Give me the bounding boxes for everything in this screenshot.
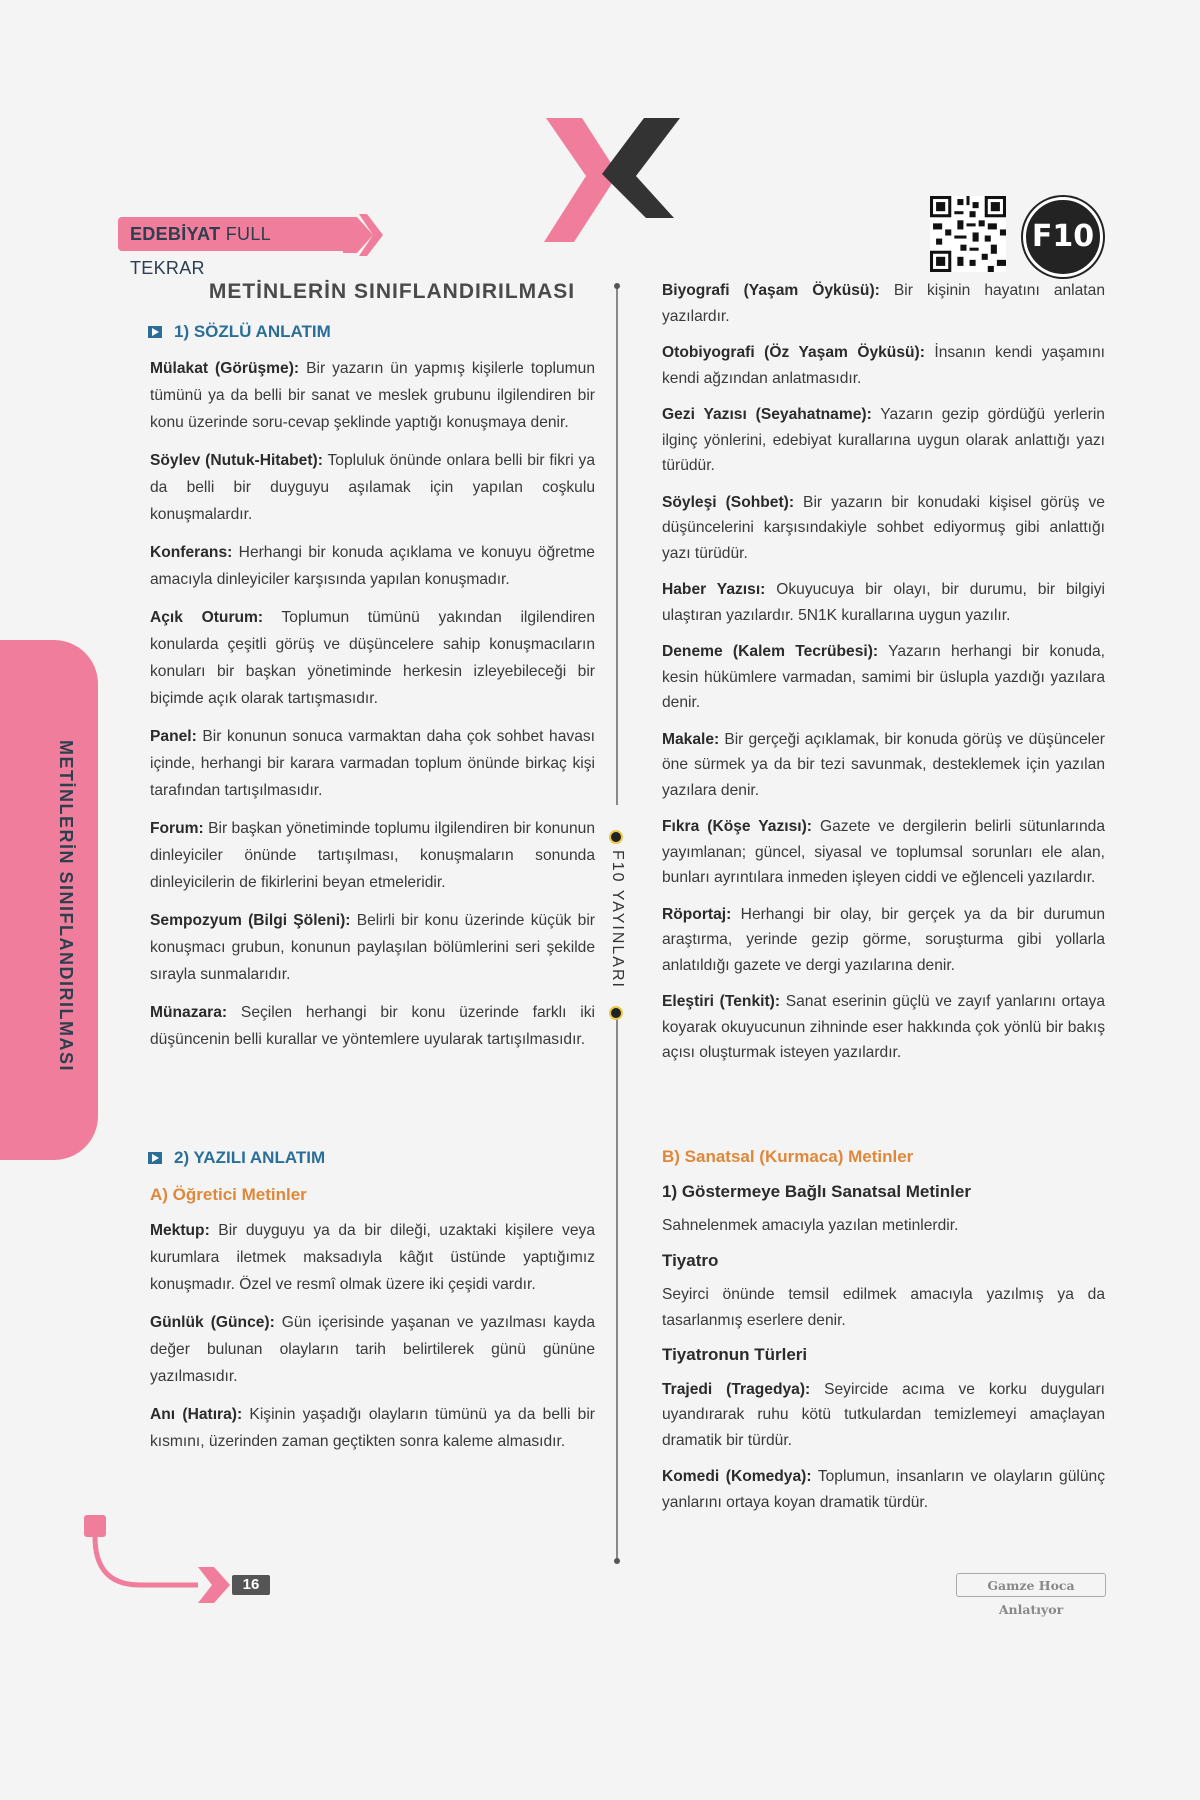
oral-expression-heading: 1) SÖZLÜ ANLATIM: [148, 318, 595, 345]
side-tab: [0, 640, 98, 1160]
definition-text: Bir başkan yönetiminde toplumu ilgilendiren bir konunun dinleyiciler önünde tartışılması, konuşmaların sonunda dinleyicilerin de fikirlerini beyan etmeleridir.: [150, 820, 595, 891]
definition-entry: [150, 355, 595, 436]
definition-term: Mülakat (Görüşme):: [150, 360, 300, 377]
definition-text: İnsanın kendi yaşamını kendi ağzından anlatmasıdır.: [662, 344, 1105, 387]
publisher-label: F10 YAYINLARI: [600, 830, 632, 1020]
tag-bold-text: EDEBİYAT: [130, 224, 221, 244]
definition-entry: [150, 999, 595, 1053]
definition-entry: [150, 604, 595, 712]
theatre-type-entries: [662, 1377, 1105, 1516]
definition-entry: [150, 1309, 595, 1390]
definition-text: Toplumun tümünü yakından ilgilendiren konularda çeşitli görüş ve düşüncelere sahip konuşmacıların konuları bir başkan yönetiminde herkesin izleyebileceği bir biçimde açık olarak tartışmasıdır.: [150, 609, 595, 707]
definition-term: Panel:: [150, 728, 197, 745]
theatre-text: Seyirci önünde temsil edilmek amacıyla yazılmış ya da tasarlanmış eserlere denir.: [662, 1286, 1105, 1329]
definition-entry: [150, 723, 595, 804]
definition-term: Röportaj:: [662, 905, 732, 923]
definition-text: Toplumun, insanların ve olayların gülünç yanlarını ortaya koyan dramatik türdür.: [662, 1468, 1105, 1511]
definition-text: Yazarın herhangi bir konuda, kesin hükümlere varmadan, samimi bir üslupla yazdığı yazılara denir.: [662, 643, 1105, 711]
definition-term: Günlük (Günce):: [150, 1314, 275, 1331]
definition-text: Gün içerisinde yaşanan ve yazılması kayda değer bulunan olayların tarih belirtilerek günü gününe yazılmasıdır.: [150, 1314, 595, 1385]
definition-entry: [662, 402, 1105, 479]
definition-entry: [150, 1217, 595, 1298]
definition-term: Trajedi (Tragedya):: [662, 1380, 811, 1398]
definition-term: Söylev (Nutuk-Hitabet):: [150, 452, 323, 469]
definition-text: Bir yazarın bir konudaki kişisel görüş ve düşüncelerini karşısındakiyle sohbet ediyormuş gibi anlattığı yazı türüdür.: [662, 493, 1105, 562]
divider-dot: [614, 283, 620, 289]
definition-text: Kişinin yaşadığı olayların tümünü ya da belli bir kısmını, üzerinden zaman geçtikten sonra kaleme almasıdır.: [150, 1406, 595, 1450]
definition-term: Sempozyum (Bilgi Şöleni):: [150, 912, 351, 929]
definition-text: Yazarın gezip gördüğü yerlerin ilginç yönlerini, edebiyat kurallarına uygun olarak anlattığı yazı türüdür.: [662, 406, 1105, 474]
definition-term: Anı (Hatıra):: [150, 1406, 243, 1423]
definition-text: Sanat eserinin güçlü ve zayıf yanlarını ortaya koyarak okuyucunun zihninde eser hakkında çok yönlü bir bakış açısı oluşturmak isteyen yazılardır.: [662, 993, 1105, 1061]
column-divider-top: [616, 285, 618, 805]
instructive-texts-heading: A) Öğretici Metinler: [150, 1185, 307, 1204]
definition-text: Bir konunun sonuca varmaktan daha çok sohbet havası içinde, herhangi bir karara varmadan toplum önünde birkaç kişi tarafından tartışılmasıdır.: [150, 728, 595, 799]
definition-entry: [150, 907, 595, 988]
definition-term: Açık Oturum:: [150, 609, 264, 626]
instructive-entries: [150, 1217, 595, 1455]
definition-entry: [150, 539, 595, 593]
column-divider-bottom: [616, 1015, 618, 1560]
definition-entry: [150, 447, 595, 528]
right-column-literary: [662, 1144, 1105, 1526]
definition-term: Fıkra (Köşe Yazısı):: [662, 818, 812, 835]
tag-arrow-icon: [343, 214, 383, 256]
definition-term: Haber Yazısı:: [662, 581, 766, 598]
definition-entry: [662, 639, 1105, 716]
watermark-stamp: Gamze Hoca Anlatıyor: [956, 1573, 1106, 1597]
right-column: [662, 278, 1105, 1077]
left-column: [150, 318, 595, 1064]
tag-light-text: FULL TEKRAR: [130, 224, 271, 278]
definition-term: Otobiyografi (Öz Yaşam Öyküsü):: [662, 344, 925, 361]
f10-brand-logo: F10: [1023, 197, 1103, 277]
definition-entry: [662, 727, 1105, 804]
definition-text: Gazete ve dergilerin belirli sütunlarında yayımlanan; güncel, siyasal ve toplumsal sorunları ele alan, bunları ayrıntılara inmeden işleyen ciddi ve eğlenceli yazılardır.: [662, 818, 1105, 886]
theatre-heading: Tiyatro: [662, 1250, 719, 1270]
play-bullet-icon: [148, 326, 162, 338]
definition-entry: [662, 989, 1105, 1066]
definition-text: Bir kişinin hayatını anlatan yazılardır.: [662, 282, 1105, 325]
definition-text: Okuyucuya bir olayı, bir durumu, bir bilgiyi ulaştıran yazılardır. 5N1K kurallarına uygun yazılır.: [662, 581, 1105, 624]
definition-entry: [662, 278, 1105, 329]
page-corner-arrow: [80, 1515, 240, 1615]
qr-code[interactable]: [930, 196, 1006, 272]
definition-entry: [150, 1401, 595, 1455]
pink-chevron: [544, 118, 618, 242]
definition-entry: [662, 902, 1105, 979]
definition-text: Belirli bir konu üzerinde küçük bir konuşmacı grubun, konunun paylaşılan bölümlerini seri şekilde sırayla sunmalarıdır.: [150, 912, 595, 983]
page-title: METİNLERİN SINIFLANDIRILMASI: [208, 280, 576, 303]
definition-term: Deneme (Kalem Tecrübesi):: [662, 643, 879, 660]
definition-term: Söyleşi (Sohbet):: [662, 493, 795, 511]
definition-text: Seçilen herhangi bir konu üzerinde farklı iki düşüncenin belli kurallar ve yöntemlere uyularak tartışılmasıdır.: [150, 1004, 595, 1048]
header-tag: [118, 214, 378, 278]
performance-intro: Sahnelenmek amacıyla yazılan metinlerdir.: [662, 1217, 959, 1234]
definition-term: Eleştiri (Tenkit):: [662, 993, 781, 1010]
definition-term: Münazara:: [150, 1004, 228, 1021]
definition-text: Seyircide acıma ve korku duyguları uyandırarak ruhu kötü tutkulardan temizlemeyi amaçlayan dramatik bir türdür.: [662, 1380, 1106, 1449]
definition-entry: [662, 490, 1105, 567]
definition-entry: [662, 814, 1105, 891]
definition-term: Mektup:: [150, 1222, 210, 1239]
definition-term: Gezi Yazısı (Seyahatname):: [662, 406, 872, 423]
theatre-types-heading: Tiyatronun Türleri: [662, 1345, 808, 1364]
brand-chevron-logo: [540, 118, 680, 248]
definition-text: Herhangi bir olay, bir gerçek ya da bir durumun araştırma, yerinde gezip görme, soruşturma gibi yollarla anlatıldığı gazete ve dergi yazılarına denir.: [662, 905, 1105, 974]
definition-term: Forum:: [150, 820, 204, 837]
publisher-mini-logo-icon: [609, 830, 623, 844]
definition-text: Bir gerçeği açıklamak, bir konuda görüş ve düşünceler öne sürmek ya da bir tezi savunmak, desteklemek için yazılan yazılara denir.: [662, 730, 1105, 799]
definition-text: Bir yazarın ün yapmış kişilerle toplumun tümünü ya da belli bir sanat ve meslek grubunu ilgilendiren bir konu üzerinde soru-cevap şeklinde yaptığı konuşmaya denir.: [150, 360, 595, 431]
definition-text: Herhangi bir konuda açıklama ve konuyu öğretme amacıyla dinleyiciler karşısında yapılan konuşmadır.: [150, 544, 595, 588]
written-entries: [662, 278, 1105, 1066]
definition-term: Komedi (Komedya):: [662, 1468, 812, 1485]
left-column-written: [150, 1144, 595, 1466]
definition-entry: [662, 340, 1105, 391]
definition-entry: [662, 1464, 1105, 1515]
definition-text: Topluluk önünde onlara belli bir fikri ya da belli bir duyguyu aşılamak için yapılan coşkulu konuşmalardır.: [150, 452, 595, 523]
definition-term: Makale:: [662, 730, 720, 748]
side-tab-label: METİNLERİN SINIFLANDIRILMASI: [56, 740, 76, 1072]
definition-entry: [662, 1377, 1105, 1454]
definition-entry: [662, 577, 1105, 628]
literary-texts-heading: B) Sanatsal (Kurmaca) Metinler: [662, 1147, 914, 1166]
publisher-mini-logo-icon: [609, 1006, 623, 1020]
page-number: 16: [232, 1575, 270, 1595]
definition-entry: [150, 815, 595, 896]
written-expression-heading: 2) YAZILI ANLATIM: [148, 1144, 595, 1171]
oral-entries: [150, 355, 595, 1053]
play-bullet-icon: [148, 1152, 162, 1164]
dark-chevron: [602, 118, 680, 218]
definition-text: Bir duyguyu ya da bir dileği, uzaktaki kişilere veya kurumlara iletmek maksadıyla kâğıt üstünde yaptığımız konuşmadır. Özel ve resmî olmak üzere iki çeşidi vardır.: [150, 1222, 595, 1293]
divider-dot: [614, 1558, 620, 1564]
header-tag-label: [118, 217, 348, 278]
performance-texts-heading: 1) Göstermeye Bağlı Sanatsal Metinler: [662, 1181, 971, 1201]
definition-term: Konferans:: [150, 544, 233, 561]
definition-term: Biyografi (Yaşam Öyküsü):: [662, 282, 880, 299]
